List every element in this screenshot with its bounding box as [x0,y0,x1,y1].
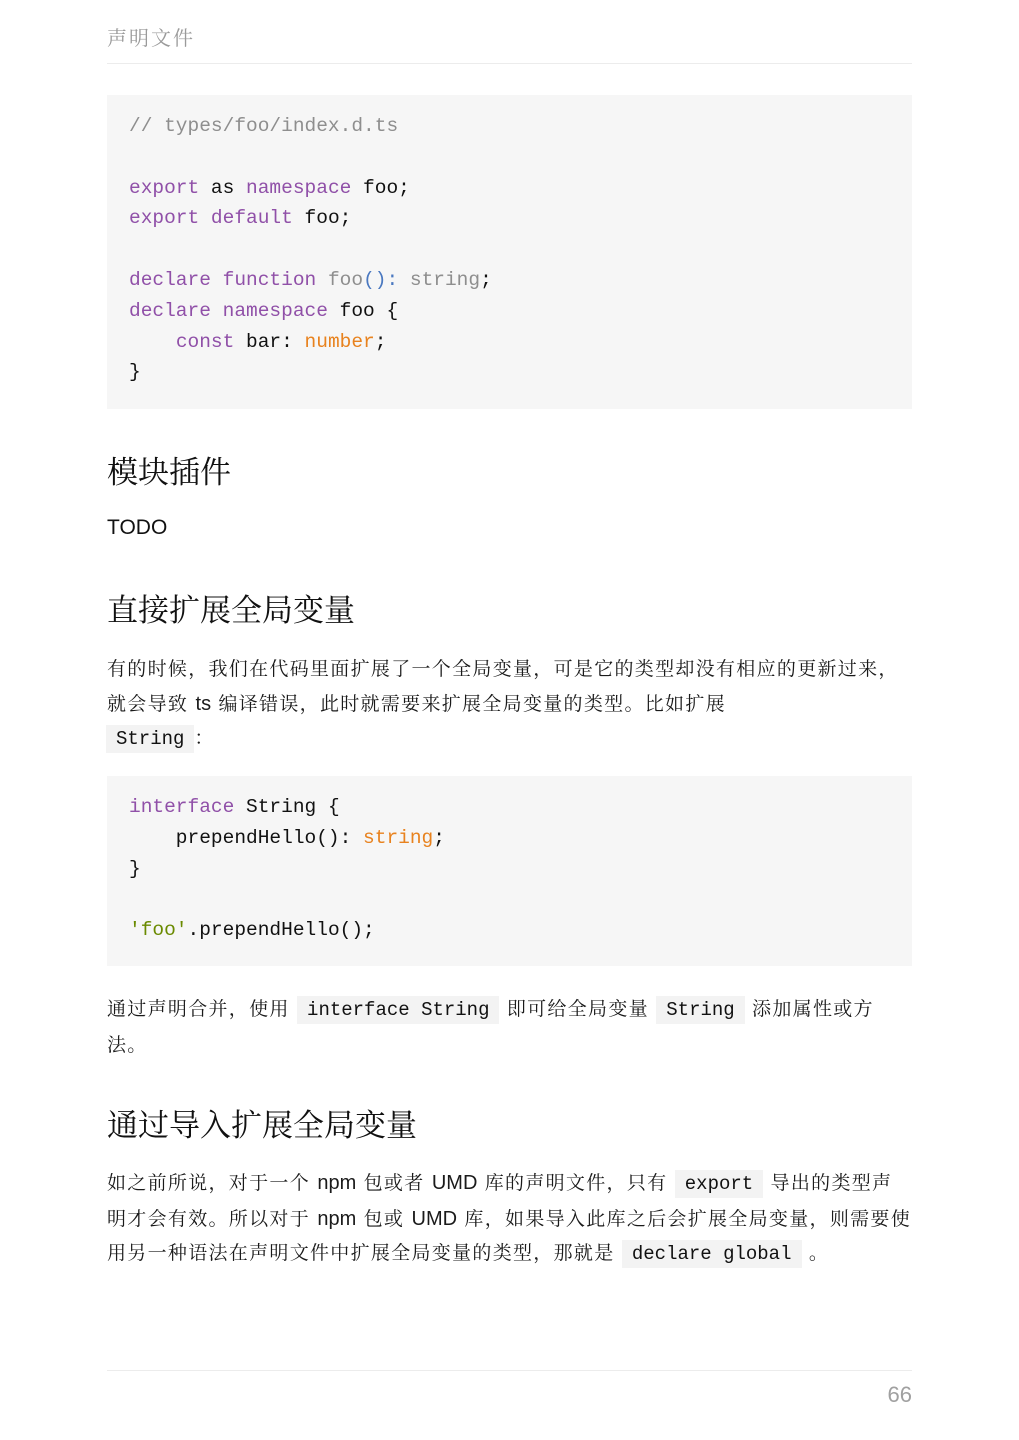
paragraph-text: ： [194,727,215,749]
code-text: String { [234,796,340,818]
inline-code: String [106,725,194,753]
code-text: } [129,361,141,384]
paragraph-latin-text: ts [195,692,212,715]
running-header: 声明文件 [107,26,195,50]
paragraph-declaration-merge [107,992,912,1062]
code-punctuation: (): [363,268,399,291]
code-line-empty [129,142,890,173]
code-type: number [304,330,375,353]
paragraph-extend-global-intro [107,652,912,757]
code-line [129,203,890,234]
code-keyword: namespace [222,299,328,322]
code-line [129,915,890,946]
code-line [129,296,890,327]
page-number: 66 [887,1382,912,1407]
code-string: 'foo' [129,919,188,942]
code-keyword: declare [129,299,211,322]
paragraph-text: 库的声明文件，只有 [477,1172,668,1194]
section-heading-import-extend: 通过导入扩展全局变量 [107,1108,417,1144]
code-keyword: function [222,268,317,291]
inline-code: export [675,1170,763,1198]
paragraph-import-extend [107,1166,912,1272]
code-text: foo; [351,176,410,199]
inline-code: declare global [622,1240,802,1268]
todo-text: TODO [107,516,168,539]
code-line [129,854,890,885]
code-text: foo; [292,207,352,230]
code-text: ; [433,826,445,849]
code-text: as [199,176,247,199]
code-type: string [409,268,481,291]
section-heading-extend-global: 直接扩展全局变量 [107,593,355,629]
code-keyword: default [210,207,293,230]
code-line [129,111,890,142]
code-line [129,327,890,358]
code-text: bar: [234,330,305,353]
code-line-empty [129,234,890,265]
code-type: string [363,826,434,849]
code-keyword: namespace [246,176,352,199]
paragraph-text: 有的时候，我们在代码里面扩展了一个全局变量，可是它的类型却没有相应的更新过来，就会导致 [107,658,899,715]
paragraph-latin-text: UMD [431,1172,478,1194]
code-text: ; [374,330,387,353]
paragraph-text: 导出的类型声明才会有效。所以对于 [107,1172,893,1230]
paragraph-latin-text: npm [317,1207,357,1230]
code-text: ; [480,268,492,291]
paragraph-text: 即可给全局变量 [506,998,649,1020]
paragraph-text: 包或者 [356,1172,432,1194]
code-text: } [129,857,141,880]
paragraph-text: 库，如果导入此库之后会扩展全局变量，则需要使用另一种语法在声明文件中扩展全局变量的类型，那就是 [107,1207,912,1264]
code-function-name: foo [327,268,364,291]
paragraph-latin-text: UMD [411,1207,458,1230]
code-line [129,265,890,296]
inline-code: interface String [297,996,499,1024]
code-keyword: export [129,207,200,230]
code-line [129,173,890,204]
code-block-interface-string [107,776,912,966]
code-text: prependHello(): [129,826,364,849]
code-comment: // types/foo/index.d.ts [129,115,399,137]
code-keyword: const [175,330,235,353]
paragraph-text: 。 [808,1242,830,1264]
footer-divider [107,1370,912,1371]
paragraph-text: 通过声明合并，使用 [107,998,290,1020]
code-keyword: interface [129,796,235,818]
paragraph-text: 编译错误，此时就需要来扩展全局变量的类型。比如扩展 [211,692,726,715]
code-keyword: declare [129,268,211,291]
code-keyword: export [129,176,200,199]
section-heading-module-plugin: 模块插件 [107,455,231,491]
paragraph-text: 如之前所说，对于一个 [107,1172,318,1194]
header-divider [107,63,912,64]
code-block-namespace-export [107,95,912,409]
code-line [129,357,890,388]
code-line [129,792,890,823]
paragraph-text: 添加属性或方法。 [107,998,874,1056]
code-text: .prependHello(); [187,919,375,942]
inline-code: String [656,996,744,1024]
code-line-empty [129,884,890,915]
paragraph-text: 包或 [356,1207,412,1230]
code-text: foo { [327,299,399,322]
paragraph-latin-text: npm [317,1172,357,1194]
code-line [129,823,890,854]
